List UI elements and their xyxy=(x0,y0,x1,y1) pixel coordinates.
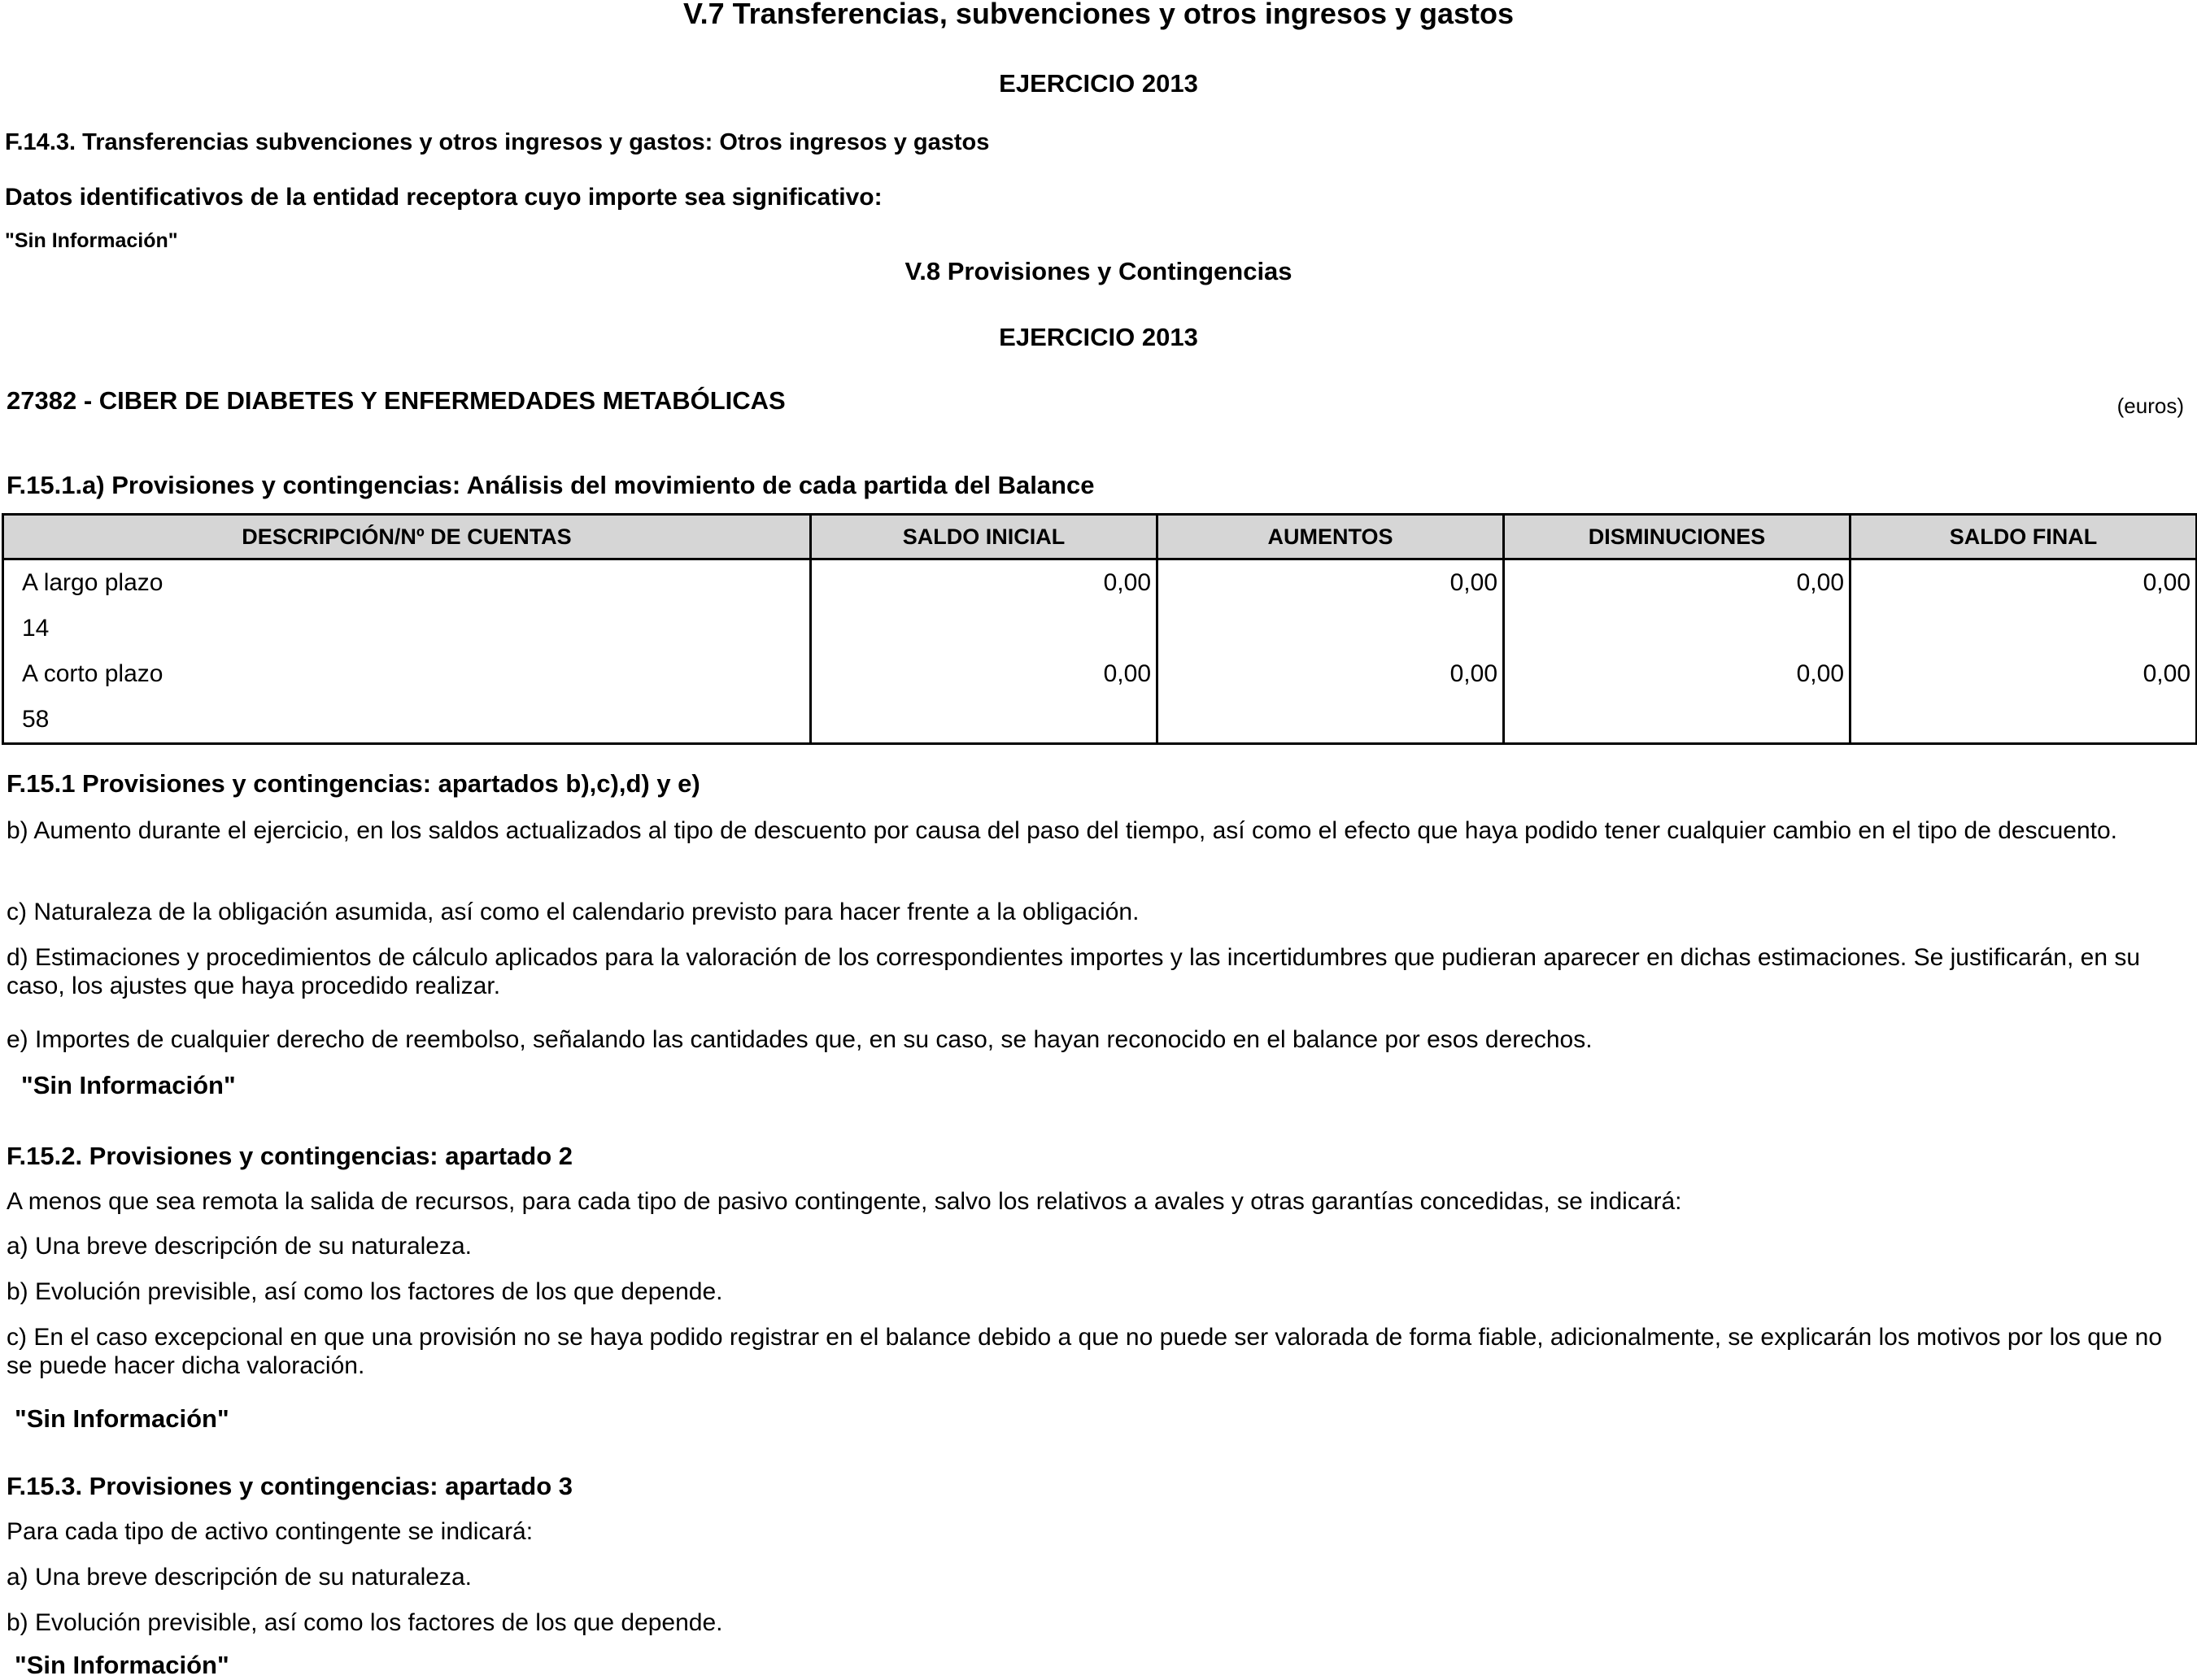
cell-aumentos: 0,00 xyxy=(1157,651,1504,697)
sin-informacion-f151: "Sin Información" xyxy=(21,1071,236,1099)
f153-title: F.15.3. Provisiones y contingencias: apartado 3 xyxy=(7,1472,573,1500)
cell-descripcion: 58 xyxy=(3,697,811,744)
cell-aumentos: 0,00 xyxy=(1157,559,1504,607)
f152-paragraph-a: a) Una breve descripción de su naturaleza. xyxy=(7,1233,472,1260)
f152-intro: A menos que sea remota la salida de recursos, para cada tipo de pasivo contingente, salvo los relativos a avales y otras garantías concedidas, se indicará: xyxy=(7,1188,1682,1215)
f152-paragraph-c: c) En el caso excepcional en que una provisión no se haya podido registrar en el balance debido a que no puede ser valorada de forma fiable, adicionalmente, se explicarán los motivos por los que no se puede hacer dicha valoración. xyxy=(7,1324,2163,1379)
table-row xyxy=(3,559,2197,607)
sin-informacion-f153: "Sin Información" xyxy=(15,1651,229,1679)
header-saldo-final: SALDO FINAL xyxy=(1850,515,2197,559)
f153-paragraph-b: b) Evolución previsible, así como los factores de los que depende. xyxy=(7,1609,723,1636)
subtitle-f143: F.14.3. Transferencias subvenciones y otros ingresos y gastos: Otros ingresos y gastos xyxy=(5,129,990,155)
cell-descripcion: A corto plazo xyxy=(3,651,811,697)
units-label: (euros) xyxy=(2116,394,2184,418)
cell-saldo-final: 0,00 xyxy=(1850,651,2197,697)
header-saldo-inicial: SALDO INICIAL xyxy=(811,515,1157,559)
cell-saldo-inicial: 0,00 xyxy=(811,559,1157,607)
f151-paragraph-d: d) Estimaciones y procedimientos de cálculo aplicados para la valoración de los correspondientes importes y las incertidumbres que pudieran aparecer en dichas estimaciones. Se justificarán, en su caso, los ajustes que haya procedido realizar. xyxy=(7,944,2141,999)
ejercicio-label-v8: EJERCICIO 2013 xyxy=(999,323,1198,351)
movements-table xyxy=(2,513,2197,745)
cell-disminuciones xyxy=(1504,606,1850,651)
f151-paragraph-b: b) Aumento durante el ejercicio, en los saldos actualizados al tipo de descuento por causa del paso del tiempo, así como el efecto que haya podido tener cualquier cambio en el tipo de descuento. xyxy=(7,817,2117,844)
cell-saldo-inicial: 0,00 xyxy=(811,651,1157,697)
table-row xyxy=(3,651,2197,697)
ejercicio-label-v7: EJERCICIO 2013 xyxy=(999,69,1198,98)
table-header-row xyxy=(3,515,2197,559)
table-row xyxy=(3,606,2197,651)
f153-paragraph-a: a) Una breve descripción de su naturaleza. xyxy=(7,1564,472,1591)
cell-saldo-inicial xyxy=(811,606,1157,651)
header-aumentos: AUMENTOS xyxy=(1157,515,1504,559)
header-descripcion: DESCRIPCIÓN/Nº DE CUENTAS xyxy=(3,515,811,559)
sin-informacion-f152: "Sin Información" xyxy=(15,1404,229,1433)
cell-disminuciones: 0,00 xyxy=(1504,559,1850,607)
sin-informacion-v7: "Sin Información" xyxy=(5,229,178,252)
cell-saldo-final xyxy=(1850,697,2197,744)
section-title-v8: V.8 Provisiones y Contingencias xyxy=(905,257,1292,285)
cell-saldo-inicial xyxy=(811,697,1157,744)
cell-disminuciones: 0,00 xyxy=(1504,651,1850,697)
f151a-title: F.15.1.a) Provisiones y contingencias: Análisis del movimiento de cada partida del Balance xyxy=(7,471,1095,499)
cell-descripcion: 14 xyxy=(3,606,811,651)
entity-name: 27382 - CIBER DE DIABETES Y ENFERMEDADES METABÓLICAS xyxy=(7,386,786,415)
cell-saldo-final xyxy=(1850,606,2197,651)
cell-aumentos xyxy=(1157,697,1504,744)
cell-disminuciones xyxy=(1504,697,1850,744)
section-title-v7: V.7 Transferencias, subvenciones y otros ingresos y gastos xyxy=(682,0,1515,30)
f151-paragraph-e: e) Importes de cualquier derecho de reembolso, señalando las cantidades que, en su caso, se hayan reconocido en el balance por esos derechos. xyxy=(7,1026,1593,1053)
f151-title: F.15.1 Provisiones y contingencias: apartados b),c),d) y e) xyxy=(7,769,700,798)
cell-aumentos xyxy=(1157,606,1504,651)
header-disminuciones: DISMINUCIONES xyxy=(1504,515,1850,559)
cell-saldo-final: 0,00 xyxy=(1850,559,2197,607)
f152-title: F.15.2. Provisiones y contingencias: apartado 2 xyxy=(7,1142,573,1170)
cell-descripcion: A largo plazo xyxy=(3,559,811,607)
f152-paragraph-b: b) Evolución previsible, así como los factores de los que depende. xyxy=(7,1278,723,1305)
datos-label: Datos identificativos de la entidad receptora cuyo importe sea significativo: xyxy=(5,184,883,211)
table-row xyxy=(3,697,2197,744)
f153-intro: Para cada tipo de activo contingente se indicará: xyxy=(7,1518,534,1545)
f151-paragraph-c: c) Naturaleza de la obligación asumida, así como el calendario previsto para hacer frente a la obligación. xyxy=(7,899,1140,925)
